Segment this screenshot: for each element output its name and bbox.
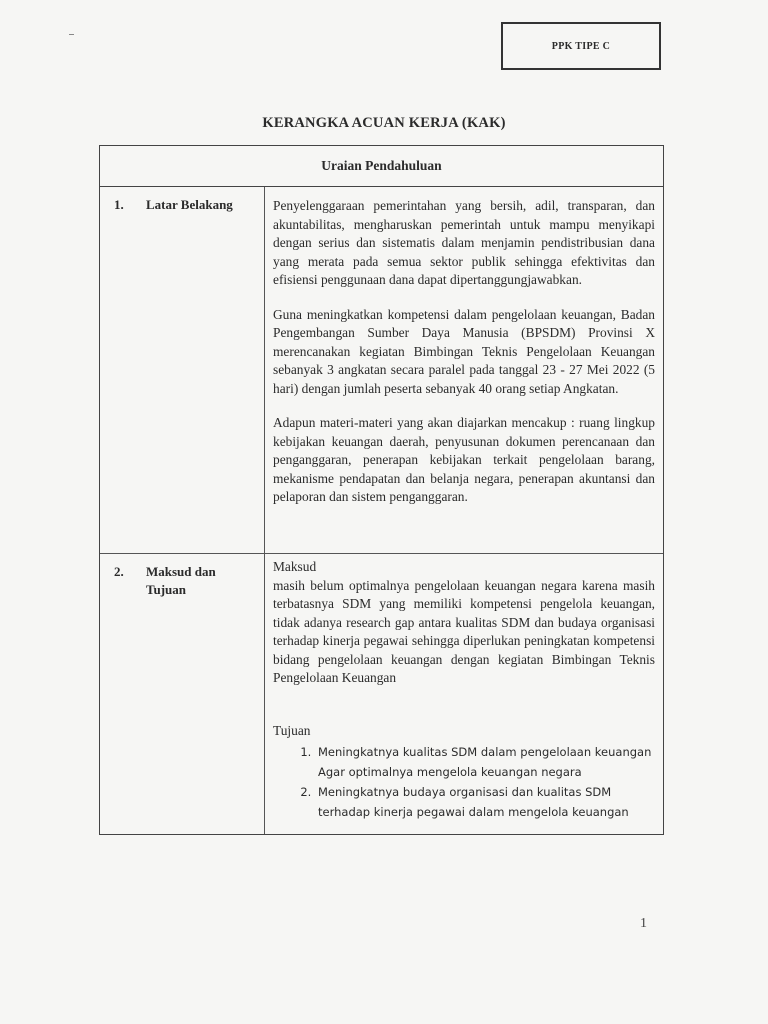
tujuan-list [273, 742, 655, 822]
table-row-latar-belakang [100, 187, 663, 554]
list-item: 1. Meningkatnya kualitas SDM dalam pengelolaan keuangan Agar optimalnya mengelola keuangan negara [315, 742, 655, 782]
page-number: 1 [640, 916, 647, 931]
row-label: Latar Belakang [146, 197, 233, 212]
row-label-line2: Tujuan [146, 582, 186, 597]
row-content-cell [265, 187, 663, 553]
row-number: 2. [114, 564, 124, 579]
row-label-cell [100, 187, 265, 553]
row-number: 1. [114, 197, 124, 212]
row-label-line1: Maksud dan [146, 564, 216, 579]
table-row-maksud-tujuan [100, 554, 663, 834]
table-header-label: Uraian Pendahuluan [321, 158, 442, 173]
ppk-type-box [501, 22, 661, 70]
maksud-heading: Maksud [273, 559, 317, 574]
row-content-cell [265, 554, 663, 834]
tujuan-heading: Tujuan [273, 722, 311, 738]
kak-table [99, 145, 664, 835]
paragraph-3: Adapun materi-materi yang akan diajarkan mencakup : ruang lingkup kebijakan keuangan daerah, penyusunan dokumen perencanaan dan penganggaran, penerapan kebijakan terkait pengelolaan barang, mekanisme pendapatan dan belanja negara, penerapan akuntansi dan pelaporan dan sistem penganggaran. [273, 415, 655, 504]
row-label-cell [100, 554, 265, 834]
paragraph-2: Guna meningkatkan kompetensi dalam pengelolaan keuangan, Badan Pengembangan Sumber Daya Manusia (BPSDM) Provinsi X merencanakan kegiatan Bimbingan Teknis Pengelolaan Keuangan sebanyak 3 angkatan secara paralel pada tanggal 23 - 27 Mei 2022 (5 hari) dengan jumlah peserta sebanyak 40 orang setiap Angkatan. [273, 306, 655, 396]
list-item: 2. Meningkatnya budaya organisasi dan kualitas SDM terhadap kinerja pegawai dalam mengelola keuangan [315, 782, 655, 822]
paragraph-1: Penyelenggaraan pemerintahan yang bersih, adil, transparan, dan akuntabilitas, mengharuskan pemerintah untuk mampu menyikapi dengan serius dan sistematis dalam menjamin pendistribusian dana yang merata pada semua sektor publik sehingga efektivitas dan efisiensi penggunaan dana dapat dipertanggungjawabkan. [273, 198, 655, 287]
scan-speck [69, 34, 74, 35]
row-label [146, 563, 216, 834]
ppk-type-label: PPK TIPE C [551, 40, 611, 52]
table-header [100, 146, 663, 187]
document-title: KERANGKA ACUAN KERJA (KAK) [262, 115, 506, 131]
maksud-text: masih belum optimalnya pengelolaan keuangan negara karena masih terbatasnya SDM yang memiliki kompetensi pengelola keuangan, tidak adanya research gap antara kualitas SDM dan budaya organisasi terhadap kinerja pegawai sehingga diperlukan peningkatan kompetensi bidang pengelolaan keuangan dengan kegiatan Bimbingan Teknis Pengelolaan Keuangan [273, 577, 655, 685]
